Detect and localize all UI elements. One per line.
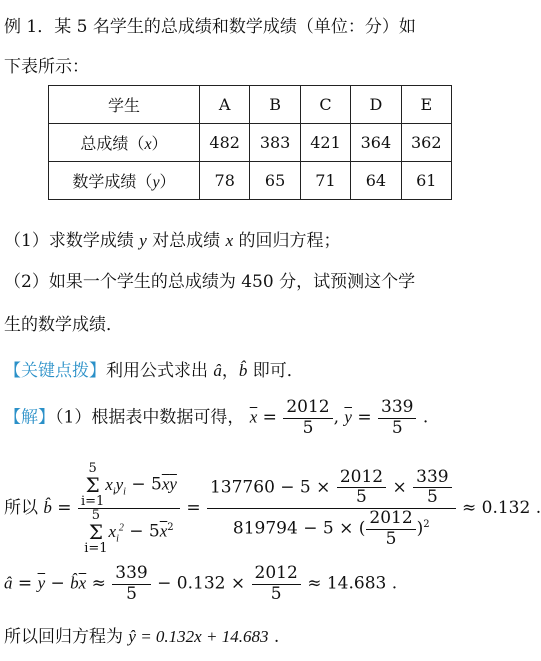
table-cell: 61 (401, 162, 451, 200)
question-1: （1）求数学成绩 y 对总成绩 x 的回归方程； (4, 231, 341, 251)
row-label: 总成绩（x） (49, 124, 200, 162)
header-cell: C (300, 86, 350, 124)
final-equation: 所以回归方程为 ŷ = 0.132x + 14.683 . (4, 627, 280, 647)
table-cell: 71 (300, 162, 350, 200)
table-cell: 64 (351, 162, 401, 200)
hint-tag: 【关键点拨】 (4, 361, 106, 381)
table-cell: 78 (200, 162, 250, 200)
header-cell: B (250, 86, 300, 124)
solution-tag: 【解】 (4, 407, 55, 428)
table-cell: 362 (401, 124, 451, 162)
table-row (49, 124, 452, 162)
table-row (49, 162, 452, 200)
table-header-row (49, 86, 452, 124)
solution-line1: 【解】（1）根据表中数据可得， $\overline{x}$ = $\frac{2012}{5}$ , $\overline{y}$ = $\frac{339}{5}$ . (4, 397, 429, 438)
header-cell: D (351, 86, 401, 124)
table-cell: 383 (250, 124, 300, 162)
question-2-line1: （2）如果一个学生的总成绩为 450 分，试预测这个学 (4, 272, 416, 292)
problem-intro-line2: 下表所示： (4, 57, 89, 77)
table-cell: 421 (300, 124, 350, 162)
table-cell: 65 (250, 162, 300, 200)
problem-intro-line1: 例 1．某 5 名学生的总成绩和数学成绩（单位：分）如 (4, 17, 416, 37)
table-cell: 364 (351, 124, 401, 162)
header-cell: 学生 (49, 86, 200, 124)
header-cell: E (401, 86, 451, 124)
question-2-line2: 生的数学成绩． (4, 315, 123, 335)
table-cell: 482 (200, 124, 250, 162)
row-label: 数学成绩（y） (49, 162, 200, 200)
a-hat-formula: â = $\overline{y}$ − $b̂\overline{x}$ ≈ $\frac{339}{5}$ − 0.132 × $\frac{2012}{5}$ ≈ 14.683 . (4, 563, 398, 604)
scores-table (48, 85, 452, 200)
b-hat-formula: 所以 b̂ = 5 Σ $i=1x_iy_i - 5\overline{x}\overline{y}$ 5 Σ $i=1x_i^2 - 5\overline{x}^2$ = 137760 − 5 × $\frac{2012}{5}$ × $\frac{339}{5}$ 819794 − 5 × ( $\frac{2012}{5}$ )$^2$ ≈ 0.132 . (4, 461, 541, 556)
header-cell: A (200, 86, 250, 124)
hint-line: 【关键点拨】利用公式求出 â，b̂ 即可． (4, 361, 304, 381)
